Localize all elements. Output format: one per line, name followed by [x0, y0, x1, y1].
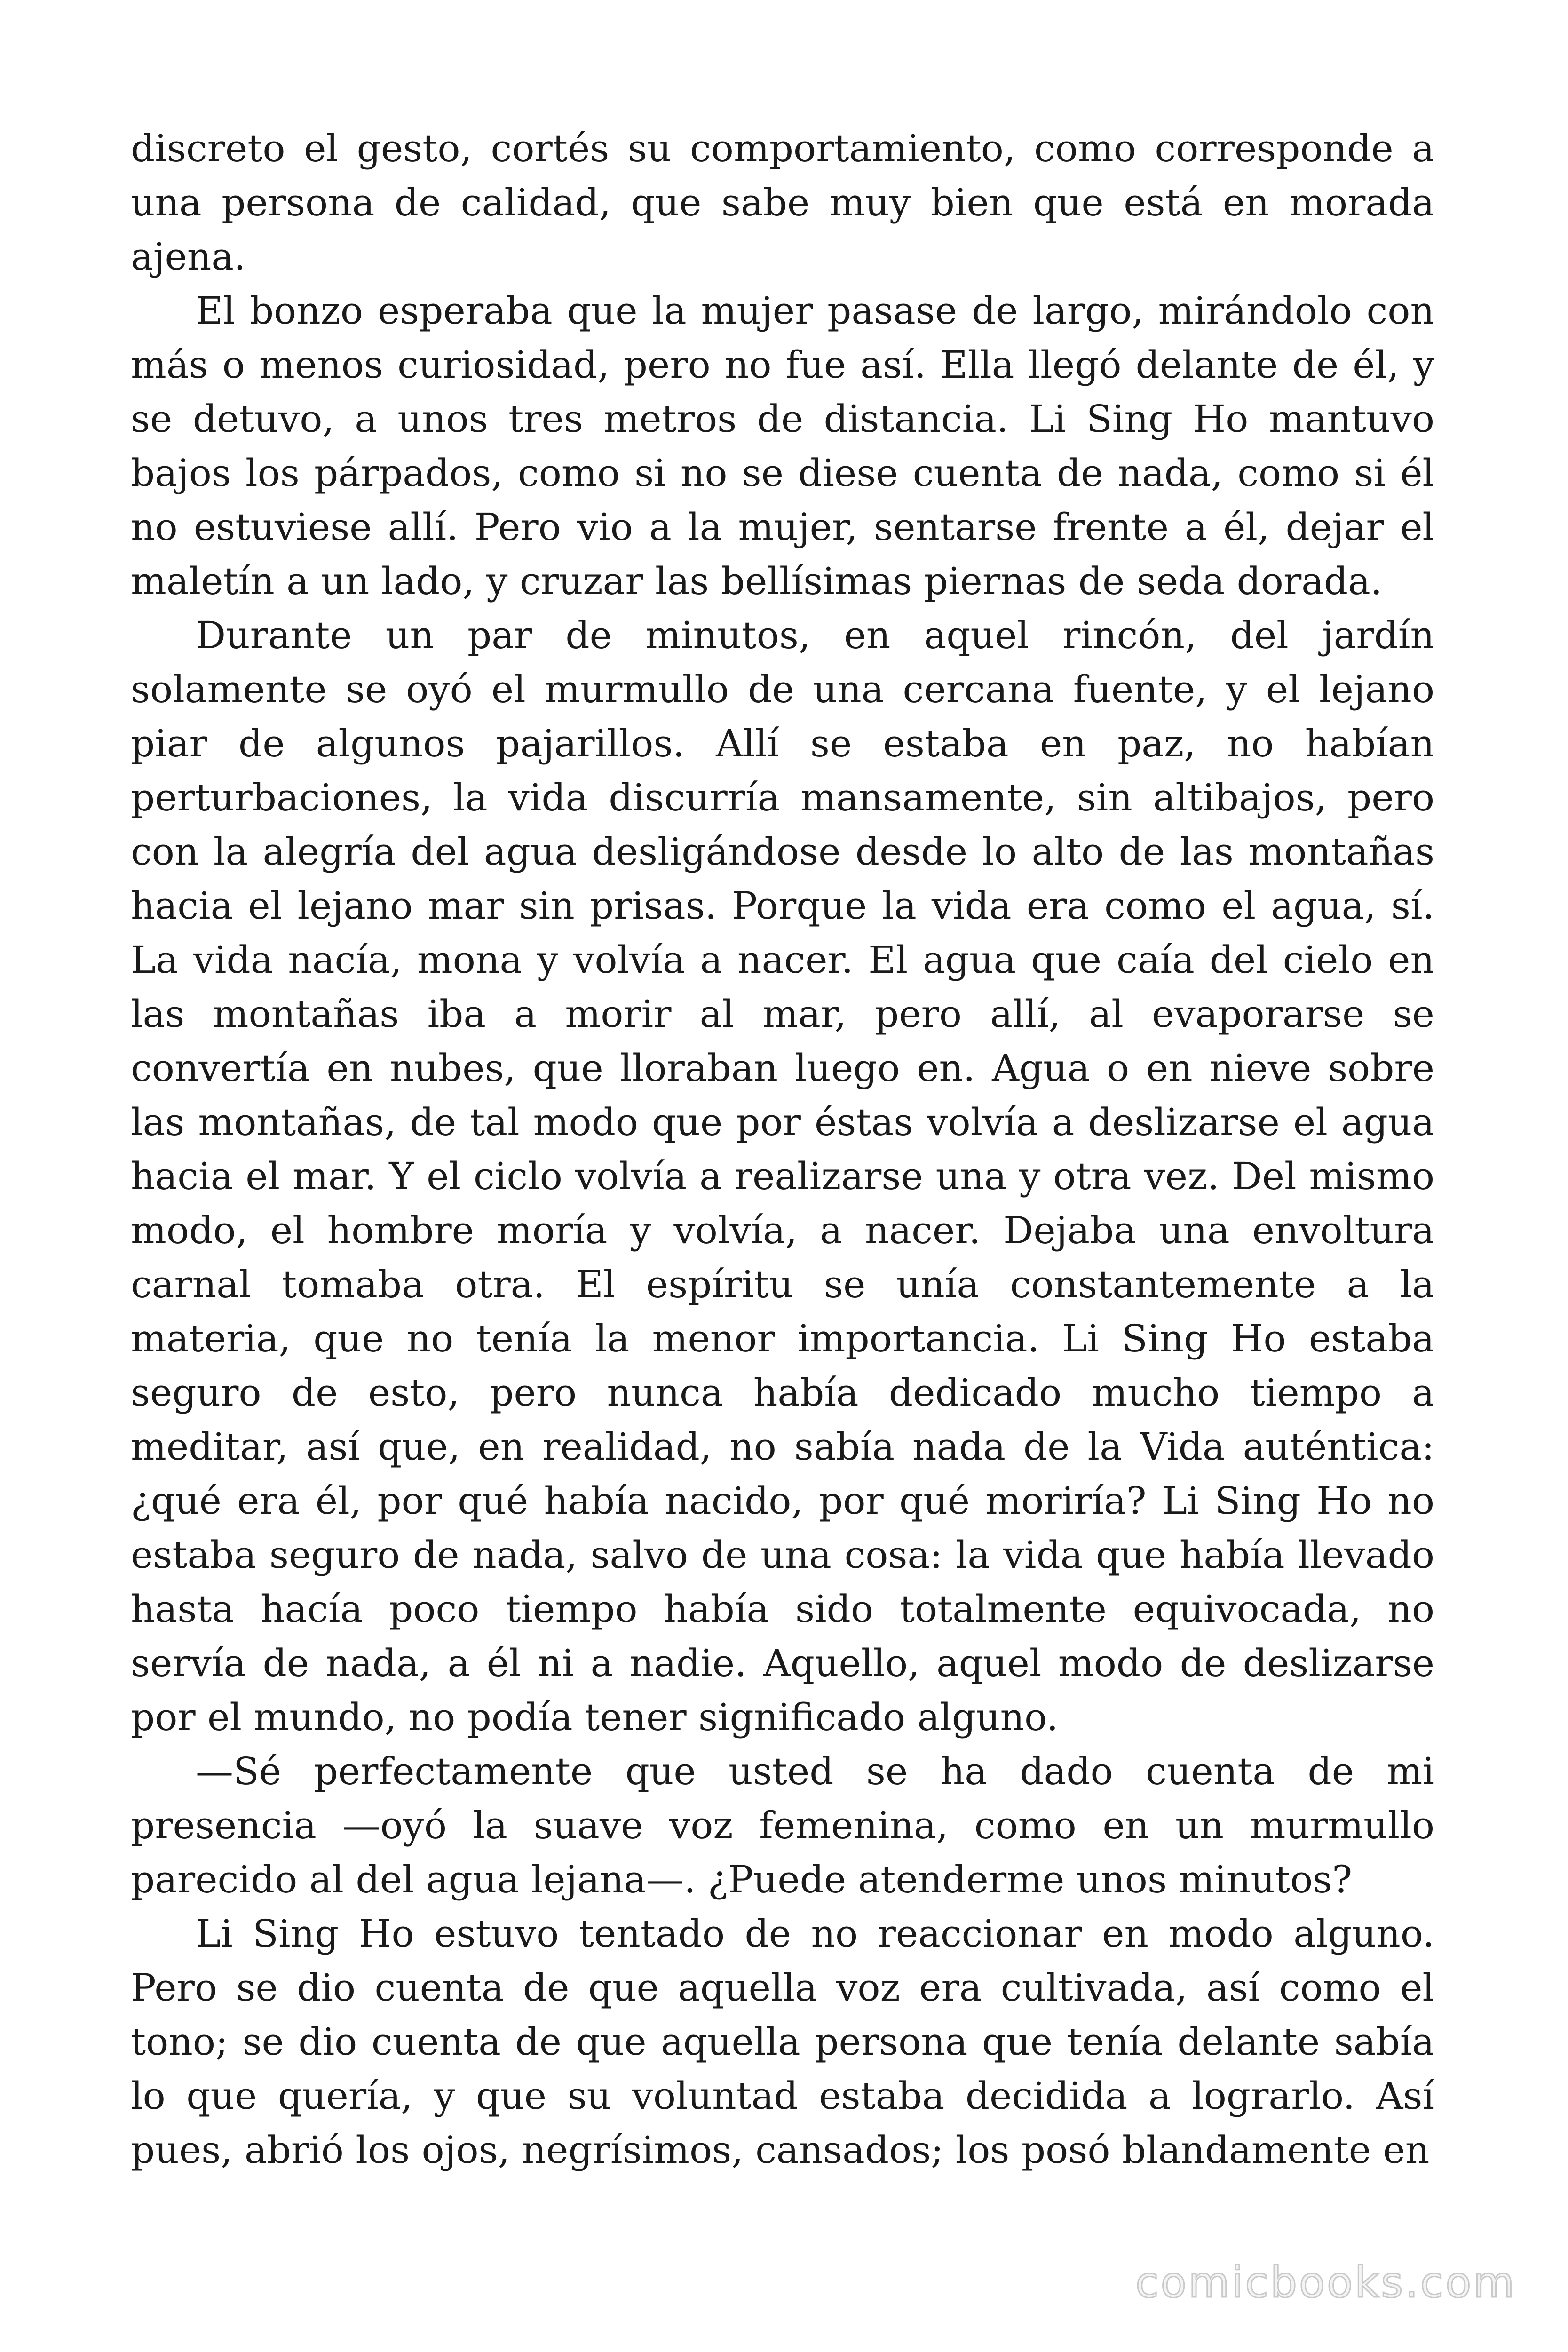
paragraph: —Sé perfectamente que usted se ha dado cuenta de mi presencia —oyó la suave voz femenina, como en un murmullo parecido al del agua lejana—. ¿Puede atenderme unos minutos? — [131, 1749, 1434, 1901]
paragraph: Durante un par de minutos, en aquel rincón, del jardín solamente se oyó el murmullo de una cercana fuente, y el lejano piar de algunos pajarillos. Allí se estaba en paz, no habían perturbaciones, la vida discurría mansamente, sin altibajos, pero con la alegría del agua desligándose desde lo alto de las montañas hacia el lejano mar sin prisas. Porque la vida era como el agua, sí. La vida nacía, mona y volvía a nacer. El agua que caía del cielo en las montañas iba a morir al mar, pero allí, al evaporarse se convertía en nubes, que lloraban luego en. Agua o en nieve sobre las montañas, de tal modo que por éstas volvía a deslizarse el agua hacia el mar. Y el ciclo volvía a realizarse una y otra vez. Del mismo modo, el hombre moría y volvía, a nacer. Dejaba una envoltura carnal tomaba otra. El espíritu se unía constantemente a la materia, que no tenía la menor importancia. Li Sing Ho estaba seguro de esto, pero nunca había dedicado mucho tiempo a meditar, así que, en realidad, no sabía nada de la Vida auténtica: ¿qué era él, por qué había nacido, por qué moriría? Li Sing Ho no estaba seguro de nada, salvo de una cosa: la vida que había llevado hasta hacía poco tiempo había sido totalmente equivocada, no servía de nada, a él ni a nadie. Aquello, aquel modo de deslizarse por el mundo, no podía tener significado alguno. — [131, 613, 1434, 1739]
paragraph: discreto el gesto, cortés su comportamiento, como corresponde a una persona de calidad, que sabe muy bien que está en morada ajena. — [131, 127, 1434, 278]
paragraph: El bonzo esperaba que la mujer pasase de largo, mirándolo con más o menos curiosidad, pero no fue así. Ella llegó delante de él, y se detuvo, a unos tres metros de distancia. Li Sing Ho mantuvo bajos los párpados, como si no se diese cuenta de nada, como si él no estuviese allí. Pero vio a la mujer, sentarse frente a él, dejar el maletín a un lado, y cruzar las bellísimas piernas de seda dorada. — [131, 289, 1434, 603]
page-body — [131, 121, 1434, 2177]
paragraph: Li Sing Ho estuvo tentado de no reaccionar en modo alguno. Pero se dio cuenta de que aquella voz era cultivada, así como el tono; se dio cuenta de que aquella persona que tenía delante sabía lo que quería, y que su voluntad estaba decidida a lograrlo. Así pues, abrió los ojos, negrísimos, cansados; los posó blandamente en — [131, 1912, 1434, 2172]
watermark-logo: comicbooks.com — [1135, 2258, 1516, 2307]
